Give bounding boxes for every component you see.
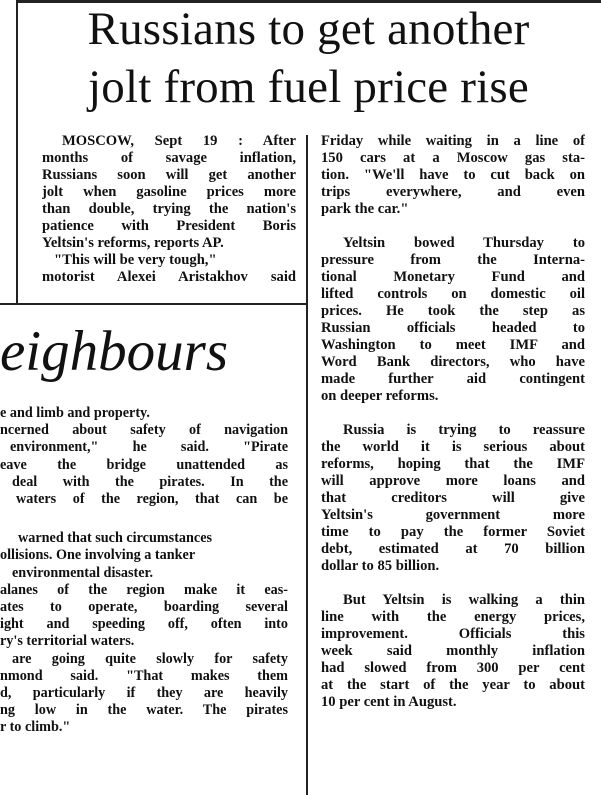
text-line: deal with the pirates. In the <box>12 473 288 490</box>
text-line: tion. "We'll have to cut back on <box>321 167 585 183</box>
text-line: 150 cars at a Moscow gas sta- <box>321 150 585 166</box>
text-line: waters of the region, that can be <box>16 491 288 508</box>
text-line: prices. He took the step as <box>321 303 585 319</box>
text-line: are going quite slowly for safety <box>12 650 288 667</box>
text-line: ry's territorial waters. <box>0 633 135 650</box>
text-line: pressure from the Interna- <box>321 252 585 268</box>
text-line: Russian officials headed to <box>321 320 585 336</box>
text-line: made further aid contingent <box>321 371 585 387</box>
column-rule <box>306 135 308 795</box>
text-line: reforms, hoping that the IMF <box>321 456 585 472</box>
text-line: ollisions. One involving a tanker <box>0 547 196 564</box>
text-line: improvement. Officials this <box>321 626 585 642</box>
text-line: motorist Alexei Aristakhov said <box>42 269 296 285</box>
text-line: warned that such circumstances <box>18 530 213 547</box>
text-line: than double, trying the nation's <box>42 201 296 217</box>
headline-line-1: Russians to get another <box>87 3 530 55</box>
top-article-right-column <box>321 133 585 711</box>
lower-article-headline: eighbours <box>0 320 228 383</box>
text-line: Yeltsin's government more <box>321 507 585 523</box>
text-line: will approve more loans and <box>321 473 585 489</box>
text-line: ng low in the water. The pirates <box>0 702 288 719</box>
text-line: tional Monetary Fund and <box>321 269 585 285</box>
text-line: MOSCOW, Sept 19 : After <box>62 133 296 149</box>
text-line: dollar to 85 billion. <box>321 558 440 574</box>
text-line: on deeper reforms. <box>321 388 439 404</box>
text-line: debt, estimated at 70 billion <box>321 541 585 557</box>
text-line: alanes of the region make it eas- <box>0 581 288 598</box>
text-line: had slowed from 300 per cent <box>321 660 585 676</box>
text-line: Russia is trying to reassure <box>343 422 585 438</box>
text-line: patience with President Boris <box>42 218 296 234</box>
text-line: lifted controls on domestic oil <box>321 286 585 302</box>
text-line: environment," he said. "Pirate <box>10 439 288 456</box>
text-line: e and limb and property. <box>0 405 150 421</box>
text-line: Word Bank directors, who have <box>321 354 585 370</box>
text-line: park the car." <box>321 201 409 217</box>
text-line: nmond said. "That makes them <box>0 667 288 684</box>
text-line: "This will be very tough," <box>54 252 217 268</box>
text-line: time to pay the former Soviet <box>321 524 585 540</box>
text-line: Yeltsin bowed Thursday to <box>343 235 585 251</box>
text-line: months of savage inflation, <box>42 150 296 166</box>
text-line: the world it is serious about <box>321 439 585 455</box>
top-article-left-column <box>42 133 296 286</box>
text-line: r to climb." <box>0 719 71 736</box>
text-line: ncerned about safety of navigation <box>0 422 288 439</box>
text-line: ight and speeding off, often into <box>0 616 288 633</box>
text-line: ates to operate, boarding several <box>0 599 288 616</box>
text-line: Russians soon will get another <box>42 167 296 183</box>
text-line: Friday while waiting in a line of <box>321 133 585 149</box>
text-line: that creditors will give <box>321 490 585 506</box>
text-line: environmental disaster. <box>12 564 154 581</box>
text-line: 10 per cent in August. <box>321 694 457 710</box>
text-line: d, particularly if they are heavily <box>0 685 288 702</box>
lower-article-top-rule <box>0 303 307 305</box>
text-line: week said monthly inflation <box>321 643 585 659</box>
lower-article-column <box>0 405 288 737</box>
text-line: line with the energy prices, <box>321 609 585 625</box>
text-line: Yeltsin's reforms, reports AP. <box>42 235 224 251</box>
text-line: Washington to meet IMF and <box>321 337 585 353</box>
headline-line-2: jolt from fuel price rise <box>88 61 529 113</box>
text-line: But Yeltsin is walking a thin <box>343 592 585 608</box>
text-line: trips everywhere, and even <box>321 184 585 200</box>
headline <box>16 0 601 116</box>
text-line: at the start of the year to about <box>321 677 585 693</box>
text-line: jolt when gasoline prices more <box>42 184 296 200</box>
text-line: eave the bridge unattended as <box>0 456 288 473</box>
